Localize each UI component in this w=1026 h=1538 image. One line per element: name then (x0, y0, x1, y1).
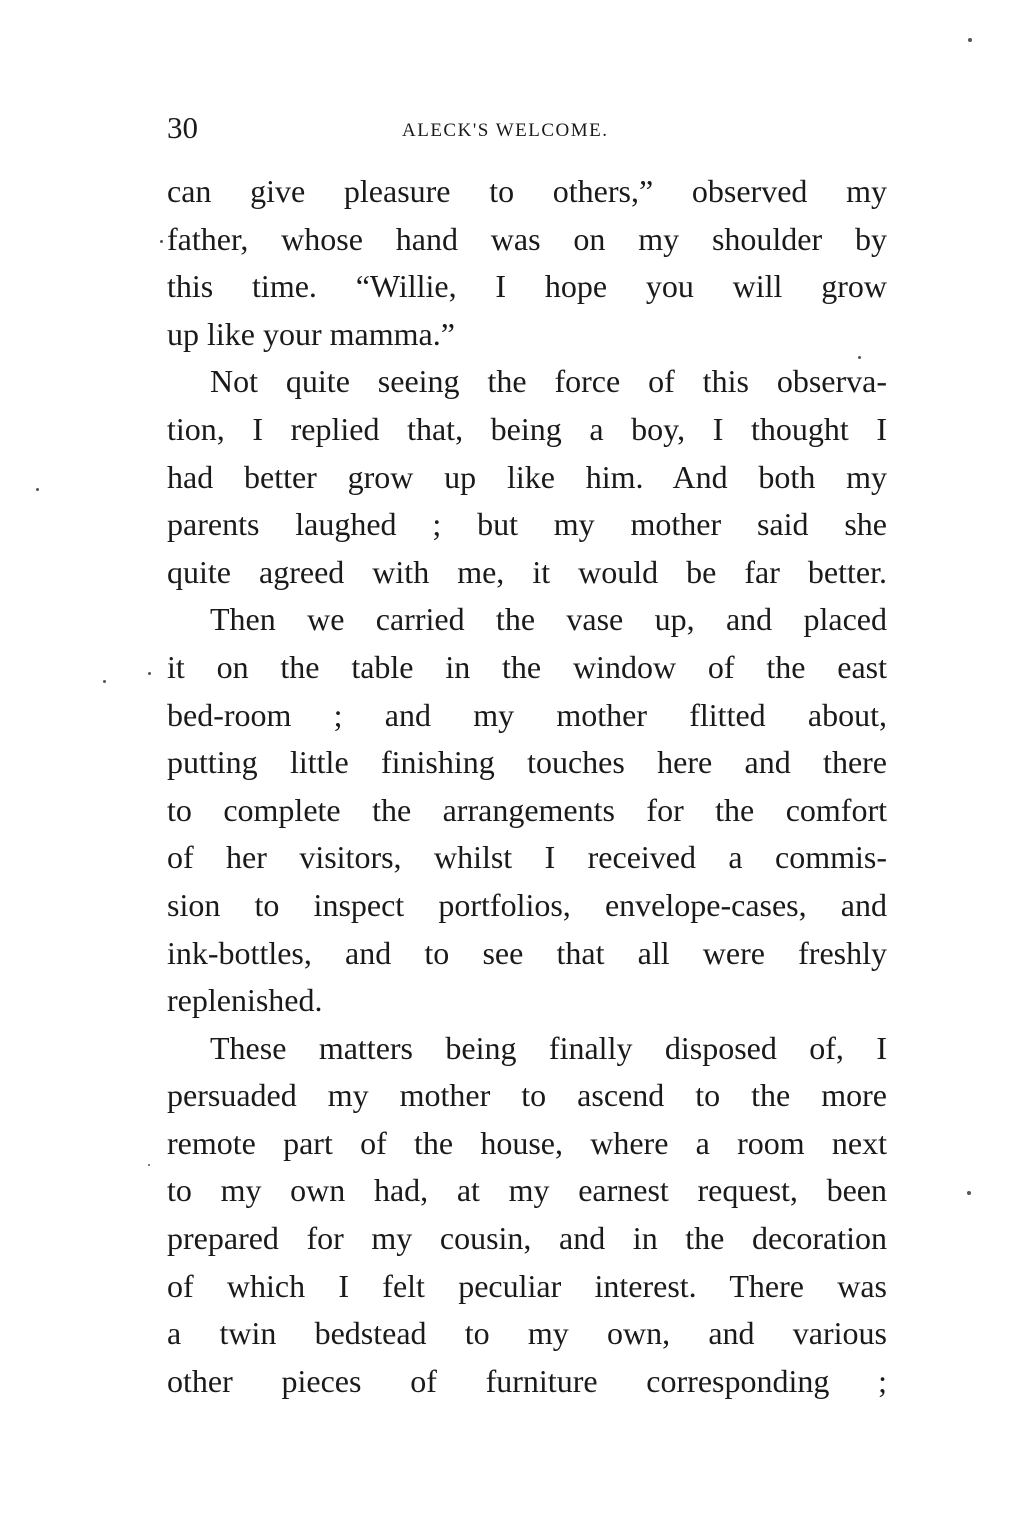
scan-speck (858, 356, 861, 359)
text-line: These matters being finally disposed of, I (210, 1029, 887, 1066)
text-line: replenished. (167, 982, 323, 1019)
text-line: prepared for my cousin, and in the decoration (167, 1220, 887, 1257)
text-line: other pieces of furniture corresponding ; (167, 1362, 887, 1399)
text-line: parents laughed ; but my mother said she (167, 506, 887, 543)
text-line: quite agreed with me, it would be far better. (167, 553, 887, 590)
body-text (167, 168, 887, 1405)
text-line: had better grow up like him. And both my (167, 458, 887, 495)
scan-speck (967, 1191, 971, 1195)
text-line: persuaded my mother to ascend to the more (167, 1077, 887, 1114)
text-line: of her visitors, whilst I received a commis- (167, 839, 887, 876)
scan-speck (160, 240, 163, 243)
text-line: remote part of the house, where a room next (167, 1124, 887, 1161)
scan-speck (36, 488, 39, 491)
text-line: of which I felt peculiar interest. There was (167, 1267, 887, 1304)
text-line: ink-bottles, and to see that all were freshly (167, 934, 887, 971)
page-number: 30 (167, 110, 198, 145)
running-head: ALECK'S WELCOME. (402, 120, 609, 141)
text-line: it on the table in the window of the east (167, 648, 887, 685)
text-line: can give pleasure to others,” observed my (167, 173, 887, 209)
text-line: a twin bedstead to my own, and various (167, 1315, 887, 1352)
text-line: up like your mamma.” (167, 315, 455, 352)
text-line: Then we carried the vase up, and placed (210, 601, 887, 638)
text-line: father, whose hand was on my shoulder by (167, 220, 887, 257)
text-line: tion, I replied that, being a boy, I thought I (167, 410, 887, 447)
text-line: Not quite seeing the force of this observa- (210, 363, 887, 400)
scan-speck (968, 38, 972, 42)
text-line: to my own had, at my earnest request, been (167, 1172, 887, 1209)
scan-speck (148, 672, 151, 675)
page-header (167, 108, 887, 148)
text-line: to complete the arrangements for the comfort (167, 791, 887, 828)
scan-speck (103, 680, 106, 683)
scan-speck (148, 1164, 150, 1166)
text-line: this time. “Willie, I hope you will grow (167, 268, 887, 305)
text-line: sion to inspect portfolios, envelope-cases, and (167, 886, 887, 923)
text-line: putting little finishing touches here and there (167, 744, 887, 781)
text-line: bed-room ; and my mother flitted about, (167, 696, 887, 733)
